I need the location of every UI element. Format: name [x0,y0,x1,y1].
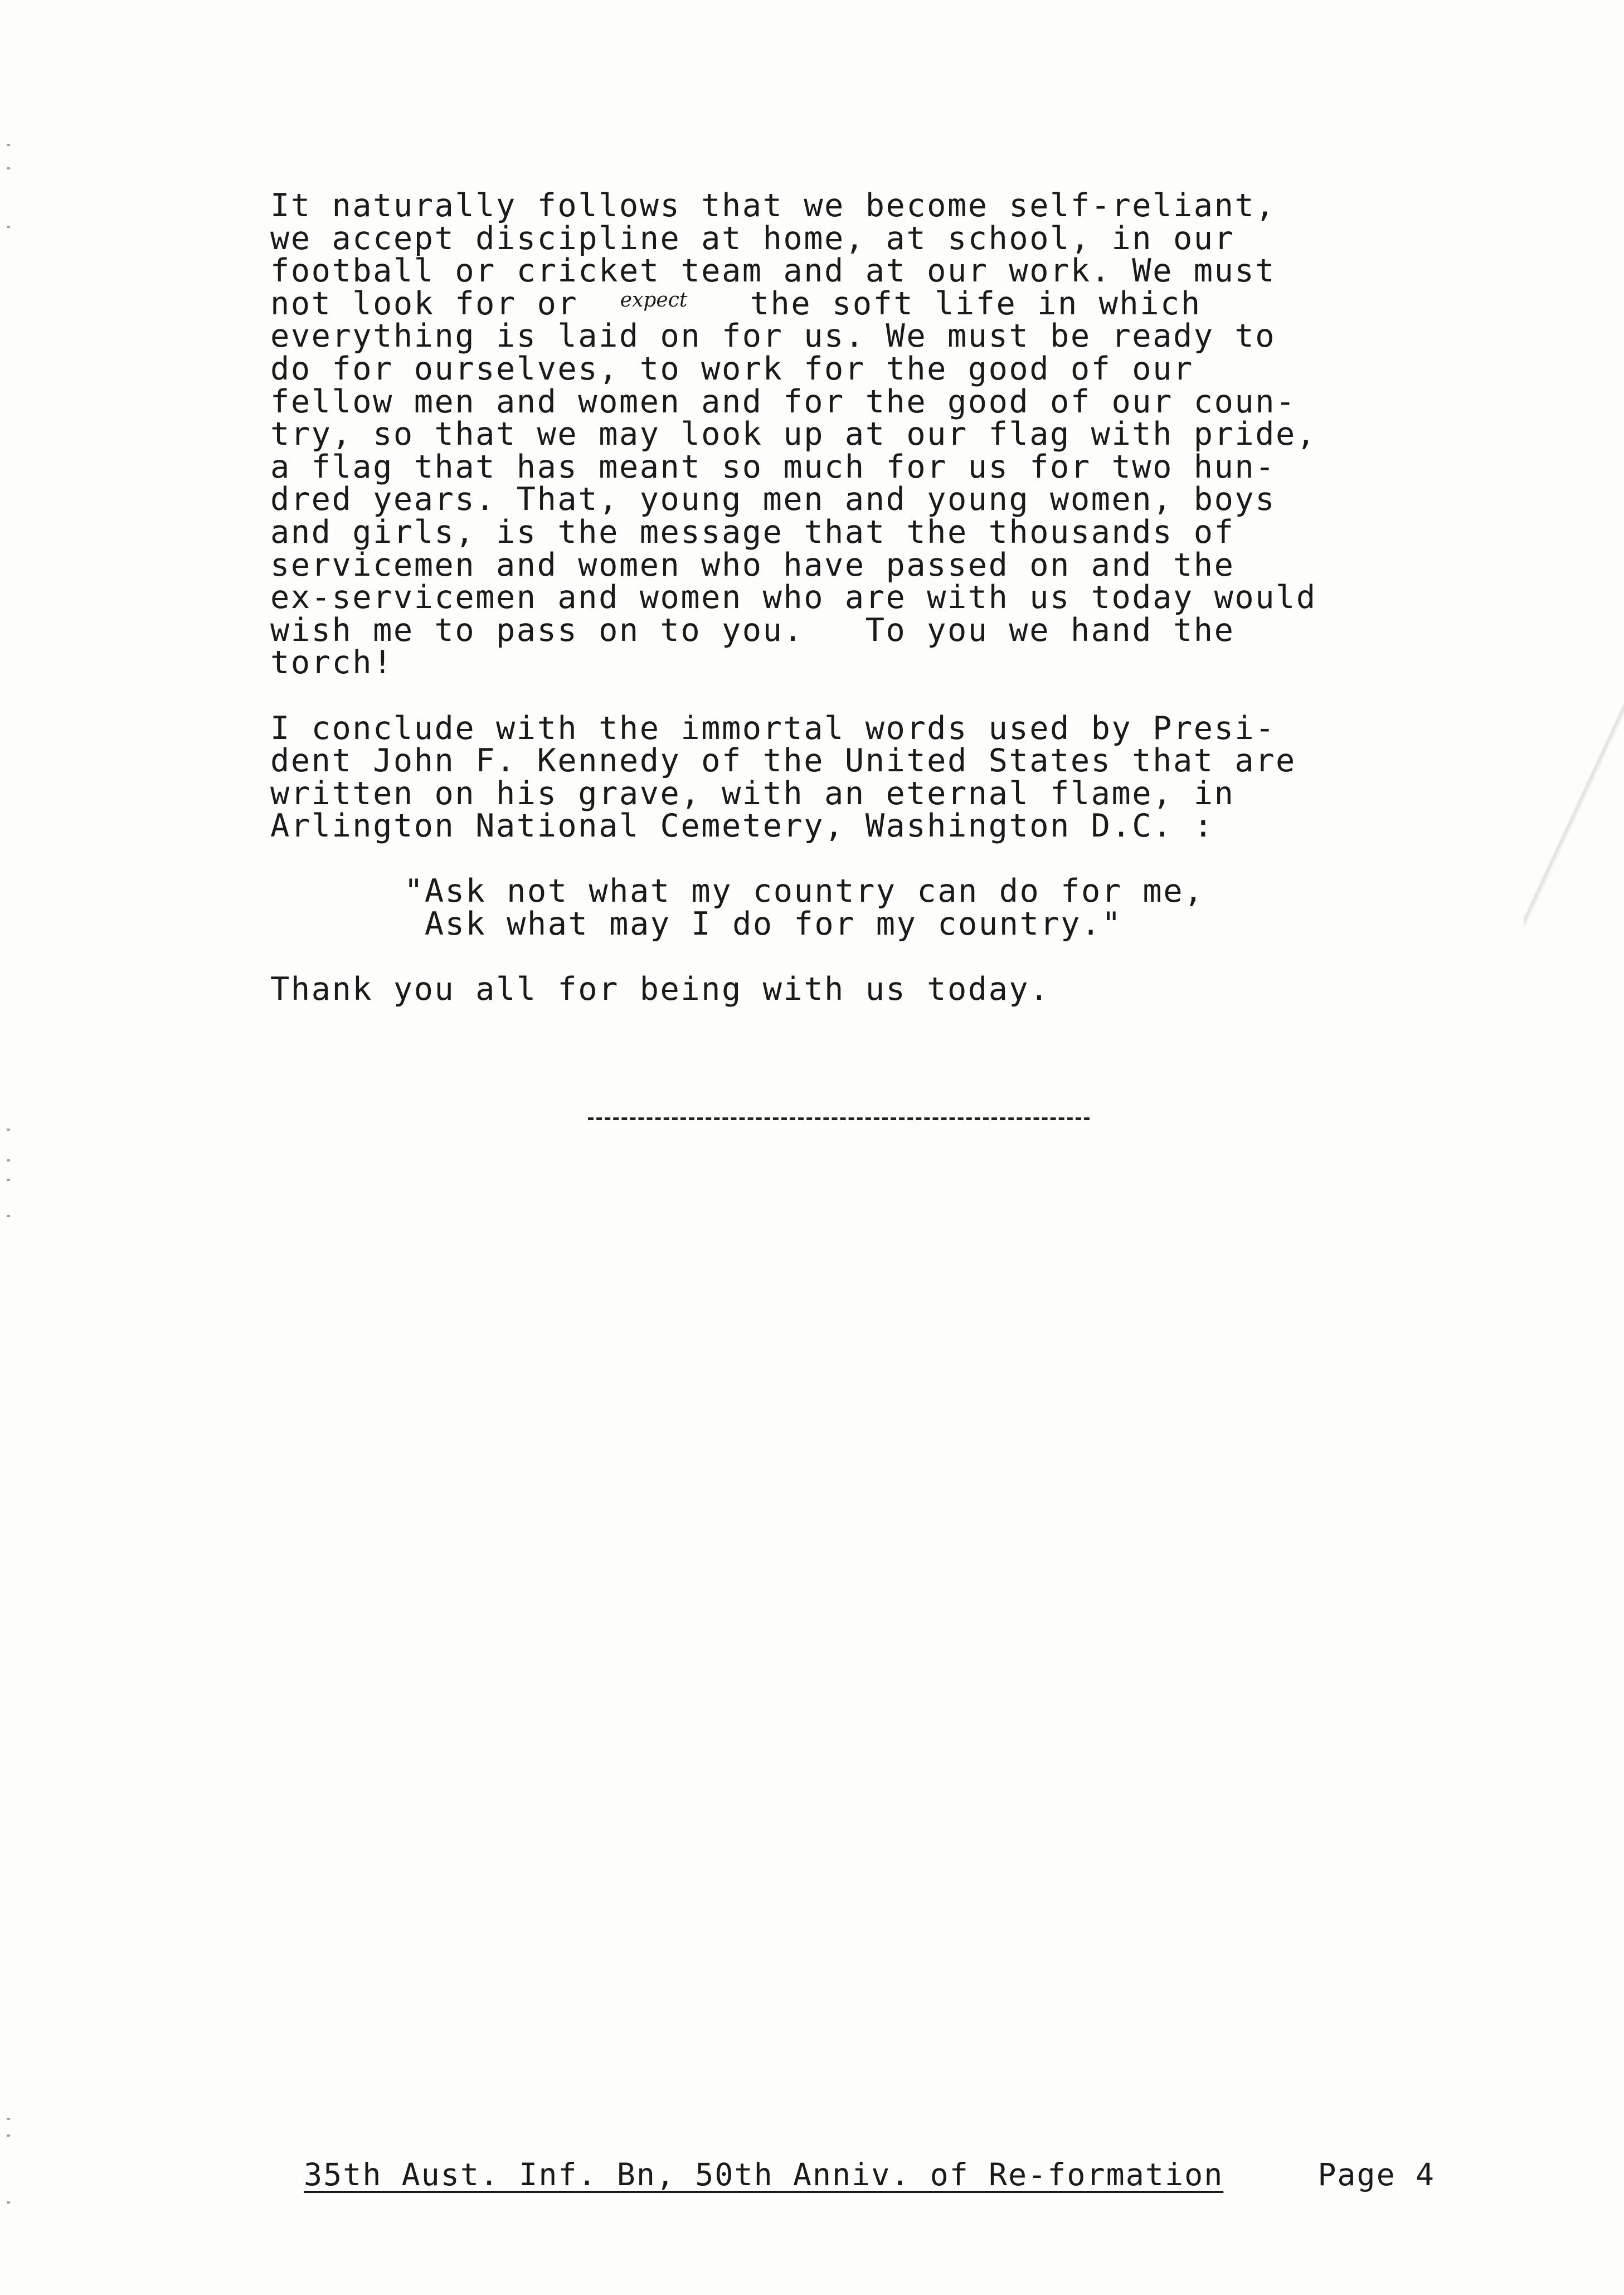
body-line-with-handwritten-insertion [270,285,1469,322]
footer-title: 35th Aust. Inf. Bn, 50th Anniv. of Re-formation [304,2157,1224,2192]
body-line: dred years. That, young men and young women, boys [270,481,1276,518]
body-line: written on his grave, with an eternal flame, in [270,775,1235,812]
section-divider [588,1117,1090,1120]
quote-line: Ask what may I do for my country." [404,906,1122,943]
margin-scan-marks [7,0,29,2295]
page-footer [304,2157,1435,2192]
paper-fold-crease [1524,658,1624,970]
body-line: servicemen and women who have passed on and the [270,546,1235,584]
body-line: football or cricket team and at our work. We must [270,252,1276,290]
body-line: try, so that we may look up at our flag with pride, [270,416,1317,453]
quote-line: "Ask not what my country can do for me, [404,873,1204,910]
body-line: fellow men and women and for the good of our coun- [270,383,1296,420]
body-line: wish me to pass on to you. To you we hand the [270,611,1235,649]
body-line: and girls, is the message that the thousands of [270,513,1235,551]
page-number: Page 4 [1317,2157,1435,2192]
body-line: do for ourselves, to work for the good of our [270,350,1194,387]
body-line-part: the soft life in which [709,285,1202,322]
body-line: It naturally follows that we become self-reliant, [270,187,1276,224]
body-line: everything is laid on for us. We must be ready to [270,318,1276,355]
closing-line: Thank you all for being with us today. [270,971,1051,1008]
body-line: ex-servicemen and women who are with us today would [270,579,1317,616]
body-line: we accept discipline at home, at school, in our [270,220,1235,257]
body-line: torch! [270,644,393,682]
body-line: a flag that has meant so much for us for two hun- [270,448,1276,485]
letter-body [270,189,1469,1006]
body-line: dent John F. Kennedy of the United States that are [270,742,1296,780]
body-line-part: not look for or [270,285,599,322]
body-line: Arlington National Cemetery, Washington D.C. : [270,808,1214,845]
body-line: I conclude with the immortal words used by Presi- [270,709,1276,747]
handwritten-insertion: expect [620,288,688,312]
